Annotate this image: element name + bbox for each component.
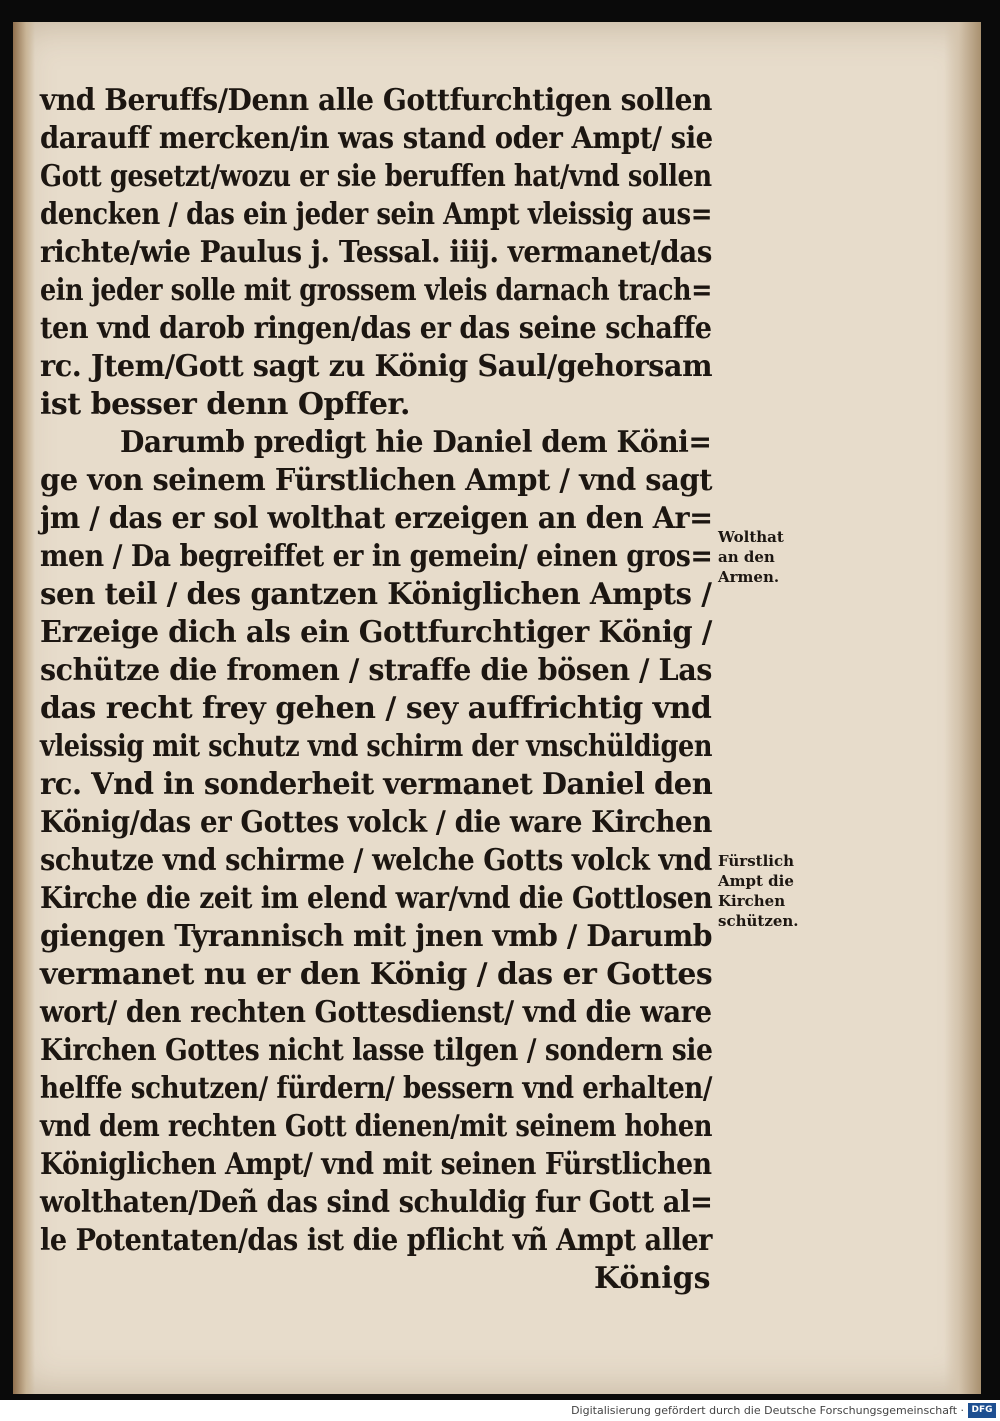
text-line: vnd Beruffs/Denn alle Gottfurchtigen sollen <box>40 83 712 118</box>
text-line: König/das er Gottes volck / die ware Kirchen <box>40 805 712 840</box>
text-line: schütze die fromen / straffe die bösen / Las <box>40 653 712 688</box>
catchword: Königs <box>594 1261 711 1296</box>
text-line: ge von seinem Fürstlichen Ampt / vnd sagt <box>40 463 712 498</box>
text-line: Kirchen Gottes nicht lasse tilgen / sondern sie <box>40 1033 713 1068</box>
text-line: vermanet nu er den König / das er Gottes <box>40 957 713 992</box>
text-line: richte/wie Paulus j. Tessal. iiij. vermanet/das <box>40 235 712 270</box>
text-line: wort/ den rechten Gottesdienst/ vnd die ware <box>40 995 712 1030</box>
text-line: vleissig mit schutz vnd schirm der vnschüldigen <box>40 729 713 764</box>
text-line: Kirche die zeit im elend war/vnd die Gottlosen <box>40 881 713 916</box>
text-line: Darumb predigt hie Daniel dem Köni= <box>120 425 712 460</box>
text-line: das recht frey gehen / sey auffrichtig vnd <box>40 691 712 726</box>
text-line: Königlichen Ampt/ vnd mit seinen Fürstlichen <box>40 1147 712 1182</box>
footer-bar <box>0 1400 1000 1421</box>
margin-note-line: an den <box>718 548 775 566</box>
text-line: Erzeige dich als ein Gottfurchtiger König / <box>40 615 712 650</box>
margin-note-line: schützen. <box>718 912 799 930</box>
margin-note-line: Fürstlich <box>718 852 795 870</box>
text-line: ein jeder solle mit grossem vleis darnach trach= <box>40 273 713 308</box>
text-line: rc. Vnd in sonderheit vermanet Daniel den <box>40 767 713 802</box>
text-line: helffe schutzen/ fürdern/ bessern vnd erhalten/ <box>40 1071 712 1106</box>
margin-note-line: Wolthat <box>718 528 784 546</box>
text-line: schutze vnd schirme / welche Gotts volck vnd <box>40 843 712 878</box>
text-line: Gott gesetzt/wozu er sie beruffen hat/vnd sollen <box>40 159 712 194</box>
text-line: sen teil / des gantzen Königlichen Ampts / <box>40 577 712 612</box>
funding-credit: Digitalisierung gefördert durch die Deutsche Forschungsgemeinschaft · <box>571 1404 964 1417</box>
margin-note-line: Armen. <box>718 568 780 586</box>
text-line: giengen Tyrannisch mit jnen vmb / Darumb <box>40 919 713 954</box>
text-line: rc. Jtem/Gott sagt zu König Saul/gehorsam <box>40 349 713 384</box>
text-line: ist besser denn Opffer. <box>40 387 410 422</box>
text-line: wolthaten/Deñ das sind schuldig fur Gott al= <box>40 1185 713 1220</box>
text-line: jm / das er sol wolthat erzeigen an den Ar= <box>40 501 713 536</box>
text-line: vnd dem rechten Gott dienen/mit seinem hohen <box>40 1109 713 1144</box>
margin-note-line: Kirchen <box>718 892 786 910</box>
text-line: darauff mercken/in was stand oder Ampt/ sie <box>40 121 713 156</box>
text-line: men / Da begreiffet er in gemein/ einen gros= <box>40 539 713 574</box>
text-line: le Potentaten/das ist die pflicht vñ Ampt aller <box>40 1223 713 1258</box>
margin-note-line: Ampt die <box>718 872 794 890</box>
dfg-logo: DFG <box>968 1403 996 1418</box>
text-line: dencken / das ein jeder sein Ampt vleissig aus= <box>40 197 713 232</box>
page-edge-shadow <box>944 22 981 1394</box>
text-line: ten vnd darob ringen/das er das seine schaffe <box>40 311 712 346</box>
page-gutter-shadow <box>13 22 35 1394</box>
